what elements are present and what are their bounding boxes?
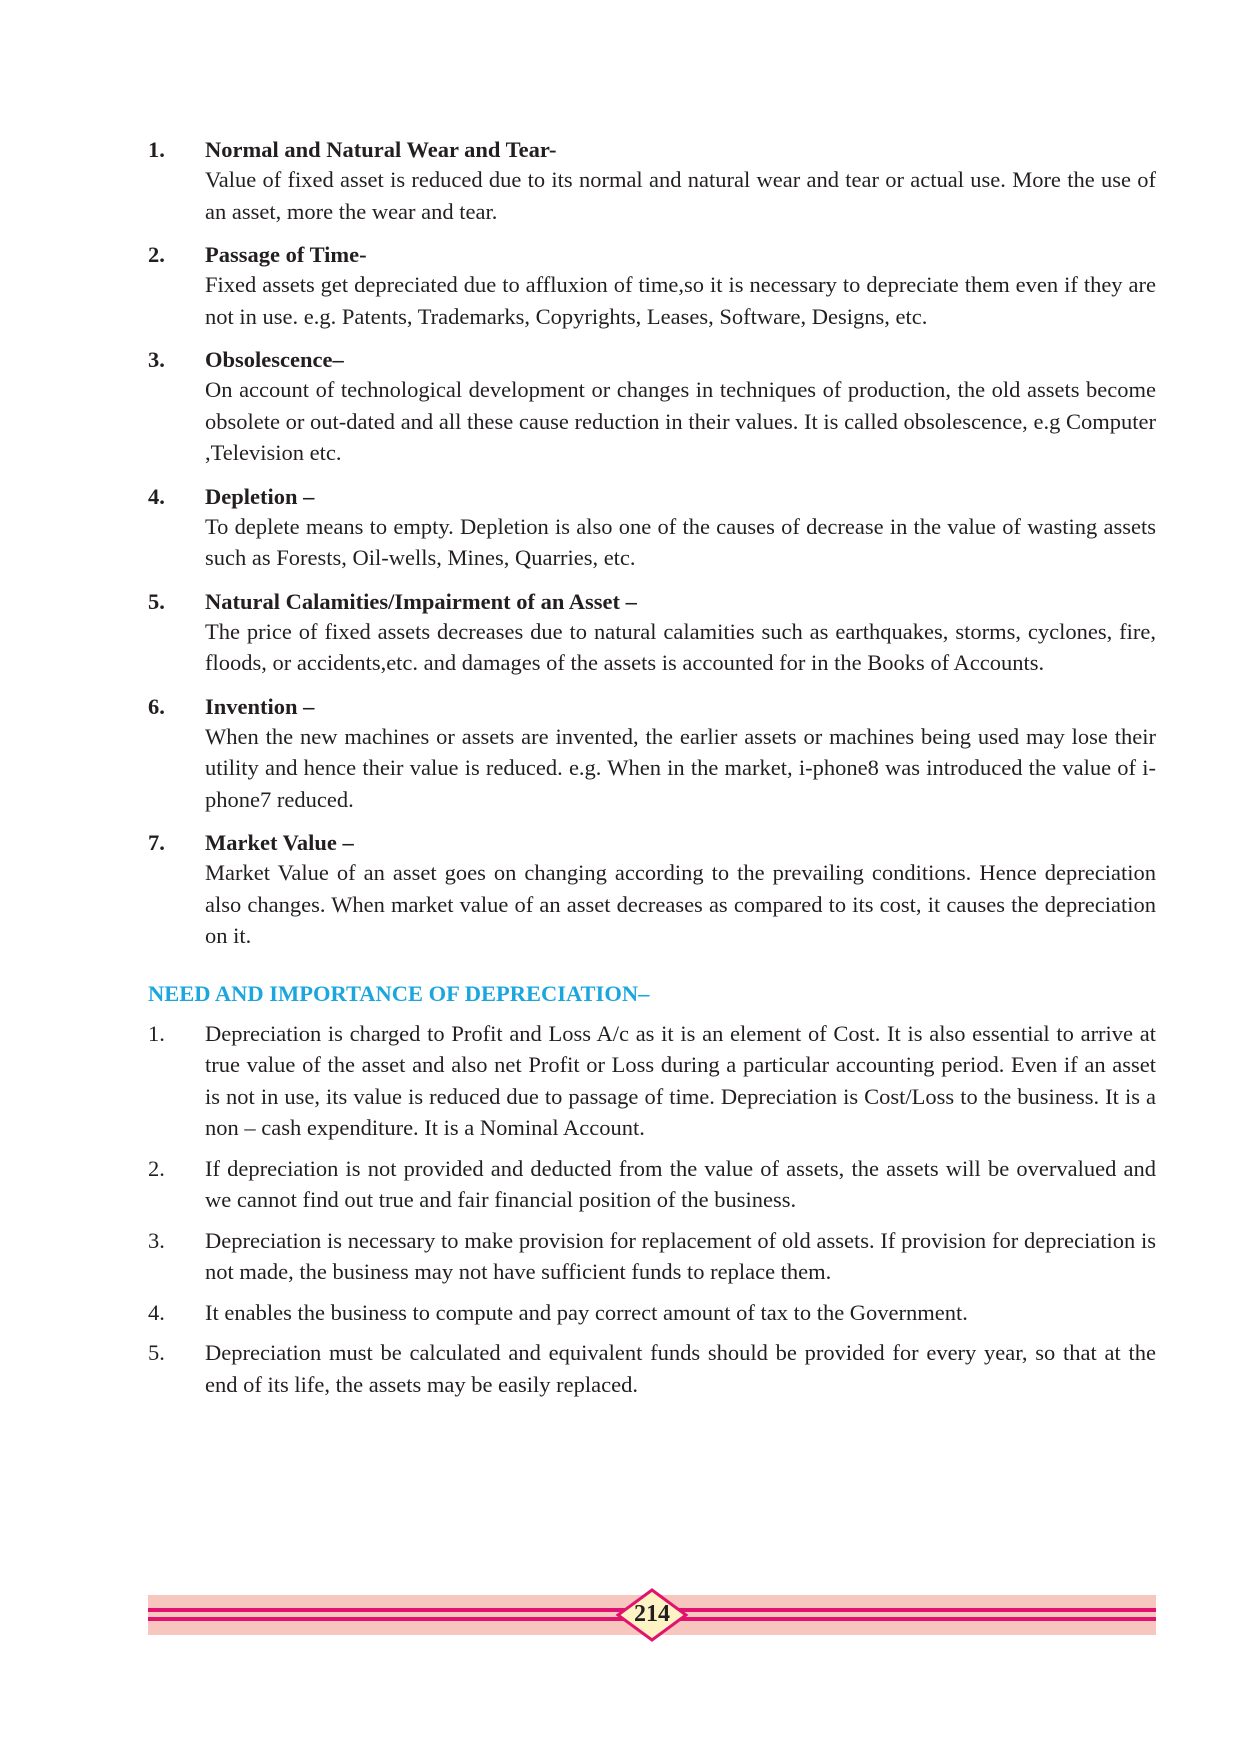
cause-number: 4. xyxy=(148,483,165,509)
cause-title: Invention – xyxy=(205,693,315,719)
cause-number: 6. xyxy=(148,693,165,719)
causes-list xyxy=(148,136,1156,952)
section-heading-need-importance: NEED AND IMPORTANCE OF DEPRECIATION– xyxy=(148,980,650,1006)
cause-item-invention xyxy=(148,693,1156,816)
cause-description: To deplete means to empty. Depletion is also one of the causes of decrease in the value of wasting assets such as Forests, Oil-wells, Mines, Quarries, etc. xyxy=(205,513,1156,570)
cause-heading xyxy=(148,588,1156,616)
cause-heading xyxy=(148,241,1156,269)
cause-description: Value of fixed asset is reduced due to its normal and natural wear and tear or actual use. More the use of an asset, more the wear and tear. xyxy=(205,167,1156,224)
cause-title: Natural Calamities/Impairment of an Asset – xyxy=(205,588,637,614)
need-item xyxy=(148,1297,1156,1329)
cause-item-market-value xyxy=(148,829,1156,952)
cause-description: The price of fixed assets decreases due to natural calamities such as earthquakes, storms, cyclones, fire, floods, or accidents,etc. and damages of the assets is accounted for in the Books of Accounts. xyxy=(205,618,1156,675)
need-item-text: Depreciation must be calculated and equivalent funds should be provided for every year, so that at the end of its life, the assets may be easily replaced. xyxy=(205,1340,1156,1397)
page-content xyxy=(148,136,1156,1409)
need-item-text: Depreciation is charged to Profit and Loss A/c as it is an element of Cost. It is also essential to arrive at true value of the asset and also net Profit or Loss during a particular accounting period. Even if an asset is not in use, its value is reduced due to passage of time. Depreciation is Cost/Loss to the business. It is a non – cash expenditure. It is a Nominal Account. xyxy=(205,1020,1156,1140)
cause-number: 5. xyxy=(148,588,165,614)
cause-description: When the new machines or assets are invented, the earlier assets or machines being used may lose their utility and hence their value is reduced. e.g. When in the market, i-phone8 was introduced the value of i-phone7 reduced. xyxy=(205,723,1156,812)
need-item-number: 1. xyxy=(148,1020,165,1046)
page-number-badge xyxy=(616,1588,688,1642)
cause-item-wear-and-tear xyxy=(148,136,1156,227)
cause-title: Normal and Natural Wear and Tear- xyxy=(205,137,557,162)
cause-item-natural-calamities xyxy=(148,588,1156,679)
cause-title: Obsolescence– xyxy=(205,347,344,372)
cause-number: 2. xyxy=(148,242,165,267)
cause-item-obsolescence xyxy=(148,346,1156,469)
cause-title: Market Value – xyxy=(205,830,354,855)
cause-item-depletion xyxy=(148,483,1156,574)
cause-title: Depletion – xyxy=(205,483,315,509)
cause-heading xyxy=(148,136,1156,164)
need-item-number: 3. xyxy=(148,1227,165,1253)
need-item xyxy=(148,1337,1156,1400)
cause-description: On account of technological development or changes in techniques of production, the old assets become obsolete or out-dated and all these cause reduction in their values. It is called obsolescence, e.g Computer ,Television etc. xyxy=(205,377,1156,465)
need-item-number: 4. xyxy=(148,1299,165,1325)
need-item-number: 5. xyxy=(148,1340,165,1365)
need-item-text: If depreciation is not provided and deducted from the value of assets, the assets will be overvalued and we cannot find out true and fair financial position of the business. xyxy=(205,1155,1156,1212)
cause-item-passage-of-time xyxy=(148,241,1156,332)
need-item xyxy=(148,1018,1156,1144)
cause-number: 3. xyxy=(148,347,165,372)
need-item-text: Depreciation is necessary to make provision for replacement of old assets. If provision for depreciation is not made, the business may not have sufficient funds to replace them. xyxy=(205,1227,1156,1284)
need-item xyxy=(148,1153,1156,1216)
cause-heading xyxy=(148,693,1156,721)
cause-description: Fixed assets get depreciated due to affluxion of time,so it is necessary to depreciate them even if they are not in use. e.g. Patents, Trademarks, Copyrights, Leases, Software, Designs, etc. xyxy=(205,272,1156,329)
cause-number: 1. xyxy=(148,137,165,162)
page-number: 214 xyxy=(634,1601,670,1627)
cause-title: Passage of Time- xyxy=(205,242,367,267)
cause-heading xyxy=(148,829,1156,857)
cause-heading xyxy=(148,483,1156,511)
cause-description: Market Value of an asset goes on changing according to the prevailing conditions. Hence depreciation also changes. When market value of an asset decreases as compared to its cost, it causes the depreciation on it. xyxy=(205,860,1156,948)
need-item xyxy=(148,1225,1156,1288)
need-item-number: 2. xyxy=(148,1155,165,1181)
need-list xyxy=(148,1018,1156,1401)
need-item-text: It enables the business to compute and pay correct amount of tax to the Government. xyxy=(205,1299,968,1325)
page-footer xyxy=(148,1595,1156,1635)
cause-number: 7. xyxy=(148,830,165,855)
cause-heading xyxy=(148,346,1156,374)
